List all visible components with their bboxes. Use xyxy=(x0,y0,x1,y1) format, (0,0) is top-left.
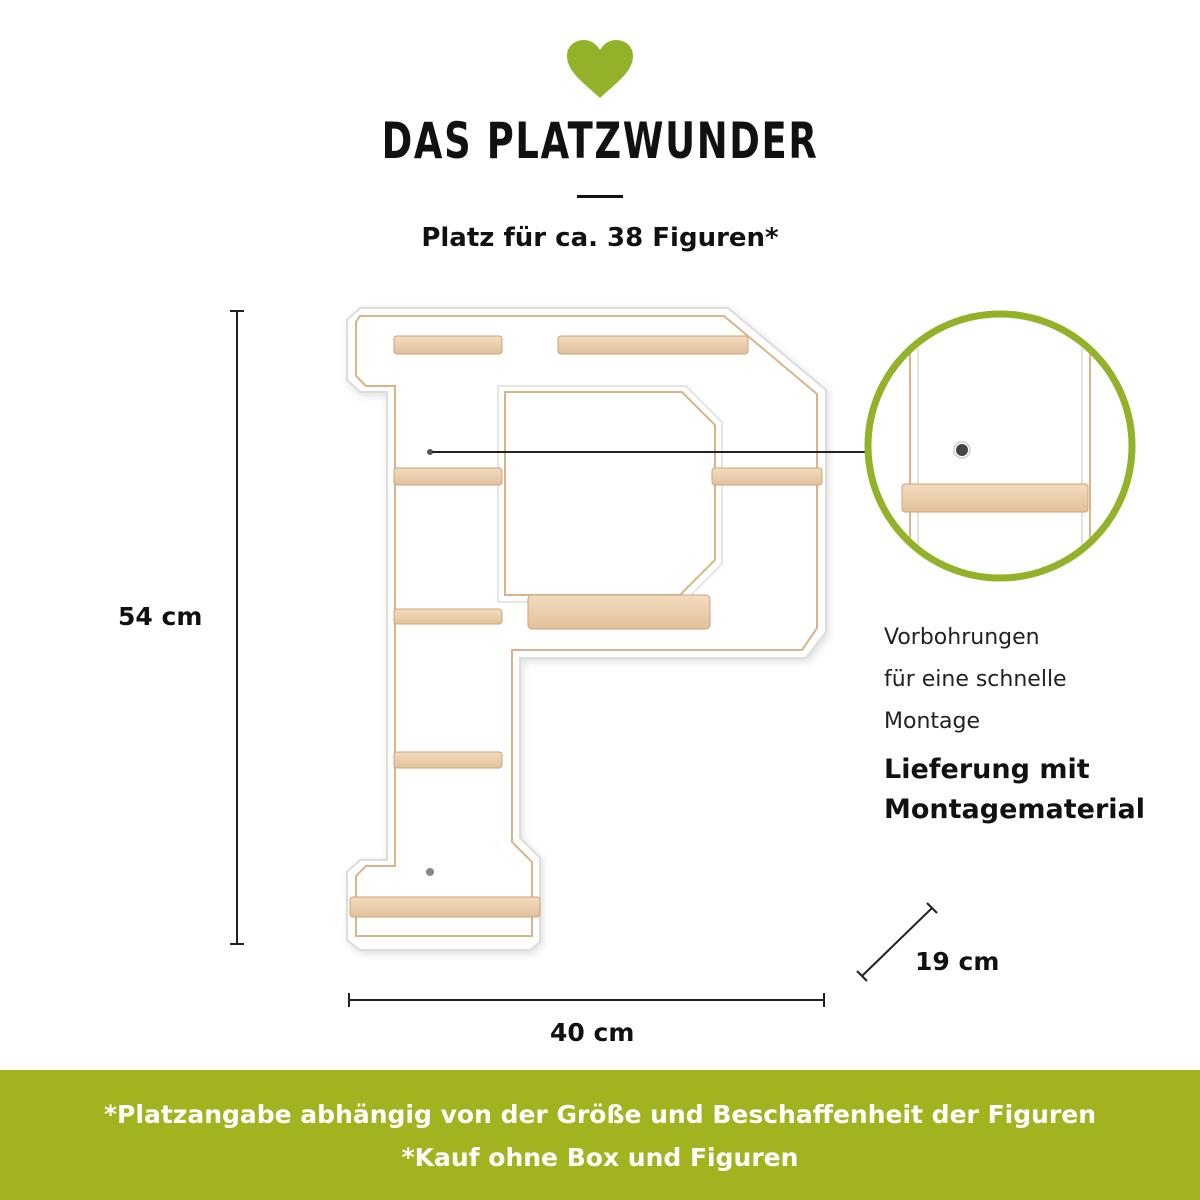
shelf-plank xyxy=(394,336,502,354)
predrilled-note-line: Montage xyxy=(884,709,980,734)
height-label: 54 cm xyxy=(118,602,203,631)
width-dimension-line xyxy=(349,993,824,1007)
footer-banner xyxy=(0,1070,1200,1200)
delivery-note-line: Montagematerial xyxy=(884,794,1146,825)
predrilled-note xyxy=(884,617,1067,743)
shelf-plank xyxy=(394,609,502,624)
predrilled-note-line: für eine schnelle xyxy=(884,667,1067,692)
footer-disclaimer-contents: *Kauf ohne Box und Figuren xyxy=(401,1143,799,1172)
height-dimension-line xyxy=(230,311,244,944)
width-label: 40 cm xyxy=(550,1018,635,1047)
depth-label: 19 cm xyxy=(915,947,1000,976)
drill-hole xyxy=(426,868,434,876)
shelf-plank xyxy=(394,468,502,485)
predrilled-note-line: Vorbohrungen xyxy=(884,625,1040,650)
detail-zoom-circle xyxy=(868,300,1132,600)
footer-disclaimer-capacity: *Platzangabe abhängig von der Größe und Beschaffenheit der Figuren xyxy=(103,1100,1096,1129)
shelf-plank xyxy=(528,595,710,629)
shelf-plank xyxy=(394,752,502,768)
page-title: DAS PLATZWUNDER xyxy=(381,112,819,170)
delivery-note xyxy=(884,750,1145,830)
shelf-plank xyxy=(350,897,540,917)
delivery-note-line: Lieferung mit xyxy=(884,754,1090,785)
shelf-plank xyxy=(712,468,822,485)
capacity-subtitle: Platz für ca. 38 Figuren* xyxy=(421,223,779,253)
shelf-plank xyxy=(558,336,748,354)
